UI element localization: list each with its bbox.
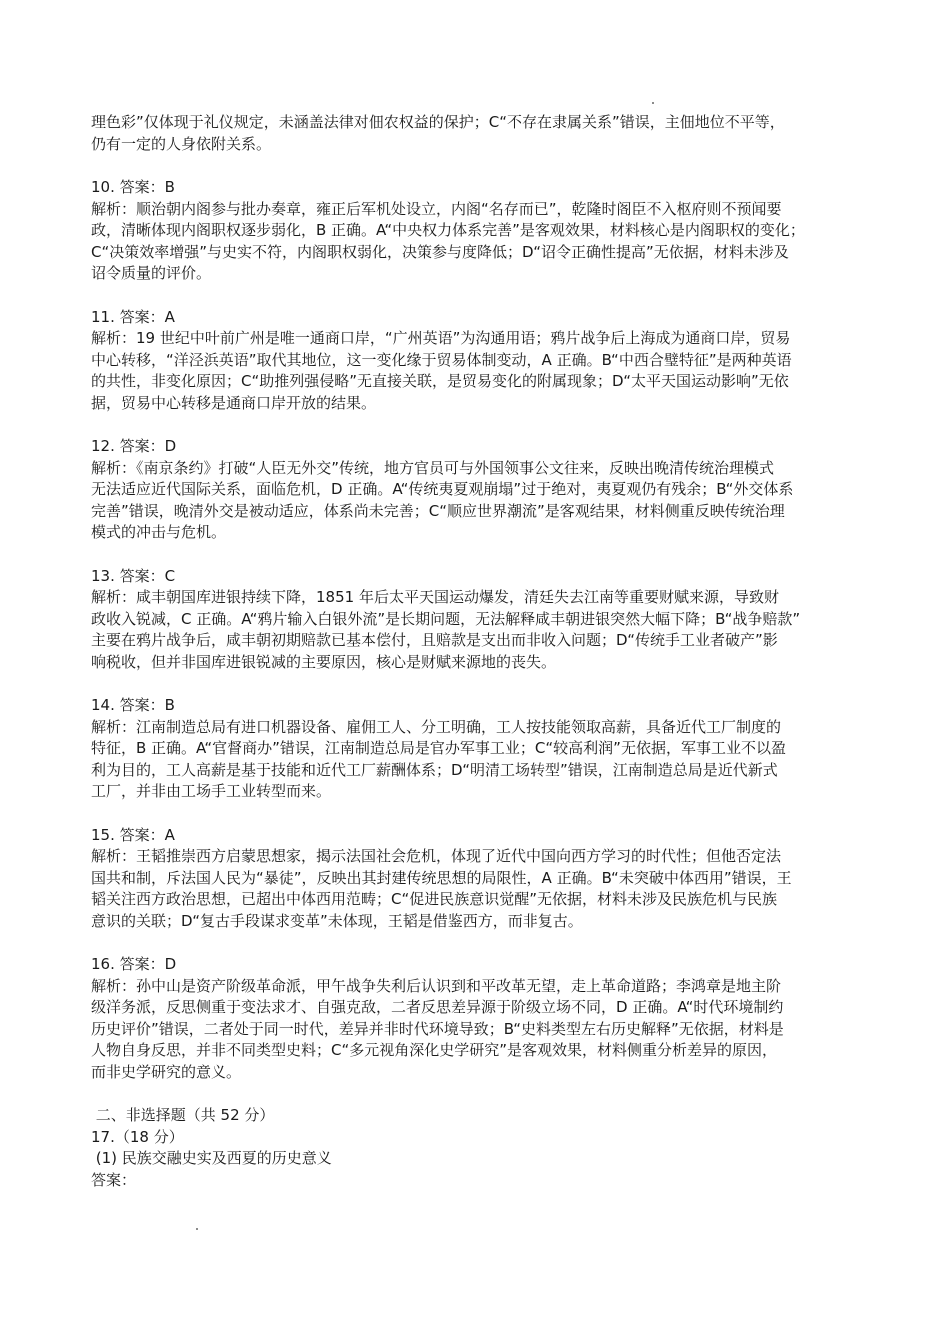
answer-line: 14. 答案：B bbox=[91, 696, 175, 714]
text-line: C“决策效率增强”与史实不符，内阁职权弱化，决策参与度降低；D“诏令正确性提高”无依据，材料未涉及 bbox=[91, 242, 789, 261]
question-12 bbox=[91, 436, 871, 544]
text-line: 人物自身反思，并非不同类型史料；C“多元视角深化史学研究”是客观效果，材料侧重分析差异的原因， bbox=[91, 1041, 778, 1059]
question-10 bbox=[91, 177, 871, 285]
text-line: 中心转移，“洋泾浜英语”取代其地位，这一变化缘于贸易体制变动，A 正确。B“中西合璧特征”是两种英语 bbox=[91, 350, 792, 369]
section-non-choice bbox=[91, 1105, 871, 1191]
text-line: 理色彩”仅体现于礼仪规定，未涵盖法律对佃农权益的保护；C“不存在隶属关系”错误，主佃地位不平等， bbox=[91, 113, 785, 131]
text-line: 主要在鸦片战争后，咸丰朝初期赔款已基本偿付，且赔款是支出而非收入问题；D“传统手工业者破产”影 bbox=[91, 631, 778, 649]
answer-line: 10. 答案：B bbox=[91, 178, 175, 196]
text-line: 国共和制，斥法国人民为“暴徒”，反映出其封建传统思想的局限性，A 正确。B“未突破中体西用”错误，王 bbox=[91, 868, 792, 887]
text-line: 特征，B 正确。A“官督商办”错误，江南制造总局是官办军事工业；C“较高利润”无依据，军事工业不以盈 bbox=[91, 739, 786, 757]
text-line: 解析：顺治朝内阁参与批办奏章，雍正后军机处设立，内阁“名存而已”，乾隆时阁臣不入枢府则不预闻要 bbox=[91, 199, 782, 218]
text-line: 响税收，但并非国库进银锐减的主要原因，核心是财赋来源地的丧失。 bbox=[91, 652, 557, 671]
text-line: 诏令质量的评价。 bbox=[91, 264, 212, 282]
text-line: 政收入锐减，C 正确。A“鸦片输入白银外流”是长期问题，无法解释咸丰朝进银突然大幅下降；B“战争赔款” bbox=[91, 609, 801, 628]
answer-line: 12. 答案：D bbox=[91, 437, 177, 455]
question-16 bbox=[91, 954, 871, 1083]
text-line: 解析：王韬推崇西方启蒙思想家，揭示法国社会危机，体现了近代中国向西方学习的时代性；但他否定法 bbox=[91, 847, 782, 865]
text-line: 历史评价”错误，二者处于同一时代，差异并非时代环境导致；B“史料类型左右历史解释”无依据，材料是 bbox=[91, 1019, 784, 1038]
text-line: 解析：江南制造总局有进口机器设备、雇佣工人、分工明确，工人按技能领取高薪，具备近代工厂制度的 bbox=[91, 717, 782, 736]
text-line: 政，清晰体现内阁职权逐步弱化，B 正确。A“中央权力体系完善”是客观效果，材料核心是内阁职权的变化； bbox=[91, 221, 805, 239]
text-line: 解析：19 世纪中叶前广州是唯一通商口岸，“广州英语”为沟通用语；鸦片战争后上海成为通商口岸，贸易 bbox=[91, 329, 791, 347]
text-line: 完善”错误，晚清外交是被动适应，体系尚未完善；C“顺应世界潮流”是客观结果，材料侧重反映传统治理 bbox=[91, 501, 785, 520]
question-15 bbox=[91, 825, 871, 933]
text-line: 的共性，非变化原因；C“助推列强侵略”无直接关联，是贸易变化的附属现象；D“太平天国运动影响”无依 bbox=[91, 372, 789, 390]
answer-line: 13. 答案：C bbox=[91, 566, 176, 585]
document-body bbox=[91, 112, 871, 1191]
text-line: 仍有一定的人身依附关系。 bbox=[91, 134, 272, 153]
text-line: 解析：咸丰朝国库进银持续下降，1851 年后太平天国运动爆发，清廷失去江南等重要财赋来源，导致财 bbox=[91, 588, 779, 606]
question-17-title: 17.（18 分） bbox=[91, 1127, 184, 1146]
text-line: 模式的冲击与危机。 bbox=[91, 523, 227, 541]
section-heading: 二、非选择题（共 52 分） bbox=[91, 1106, 275, 1124]
text-line: 意识的关联；D“复古手段谋求变革”未体现，王韬是借鉴西方，而非复古。 bbox=[91, 911, 583, 930]
text-line: 解析：孙中山是资产阶级革命派，甲午战争失利后认识到和平改革无望，走上革命道路；李鸿章是地主阶 bbox=[91, 976, 782, 995]
question-14 bbox=[91, 695, 871, 803]
text-line: 韬关注西方政治思想，已超出中体西用范畴；C“促进民族意识觉醒”无依据，材料未涉及民族危机与民族 bbox=[91, 890, 778, 908]
answer-line: 16. 答案：D bbox=[91, 955, 177, 973]
text-line: 据，贸易中心转移是通商口岸开放的结果。 bbox=[91, 393, 377, 412]
text-line: 工厂，并非由工场手工业转型而来。 bbox=[91, 782, 332, 800]
answer-line: 15. 答案：A bbox=[91, 825, 175, 844]
question-13 bbox=[91, 566, 871, 674]
text-line: 级洋务派，反思侧重于变法求才、自强克敌，二者反思差异源于阶级立场不同，D 正确。A“时代环境制约 bbox=[91, 998, 784, 1016]
scan-dot-top bbox=[652, 102, 654, 104]
answer-line: 11. 答案：A bbox=[91, 307, 175, 326]
text-line: 利为目的，工人高薪是基于技能和近代工厂薪酬体系；D“明清工场转型”错误，江南制造总局是近代新式 bbox=[91, 760, 778, 779]
intro-paragraph bbox=[91, 112, 871, 155]
text-line: 解析：《南京条约》打破“人臣无外交”传统，地方官员可与外国领事公文往来，反映出晚清传统治理模式 bbox=[91, 458, 775, 477]
text-line: 无法适应近代国际关系，面临危机，D 正确。A“传统夷夏观崩塌”过于绝对，夷夏观仍有残余；B“外交体系 bbox=[91, 480, 794, 498]
scan-dot-bottom bbox=[196, 1228, 198, 1230]
answer-label: 答案： bbox=[91, 1170, 137, 1189]
text-line: 而非史学研究的意义。 bbox=[91, 1062, 242, 1081]
sub-question-1: (1) 民族交融史实及西夏的历史意义 bbox=[91, 1149, 332, 1167]
question-11 bbox=[91, 307, 871, 415]
